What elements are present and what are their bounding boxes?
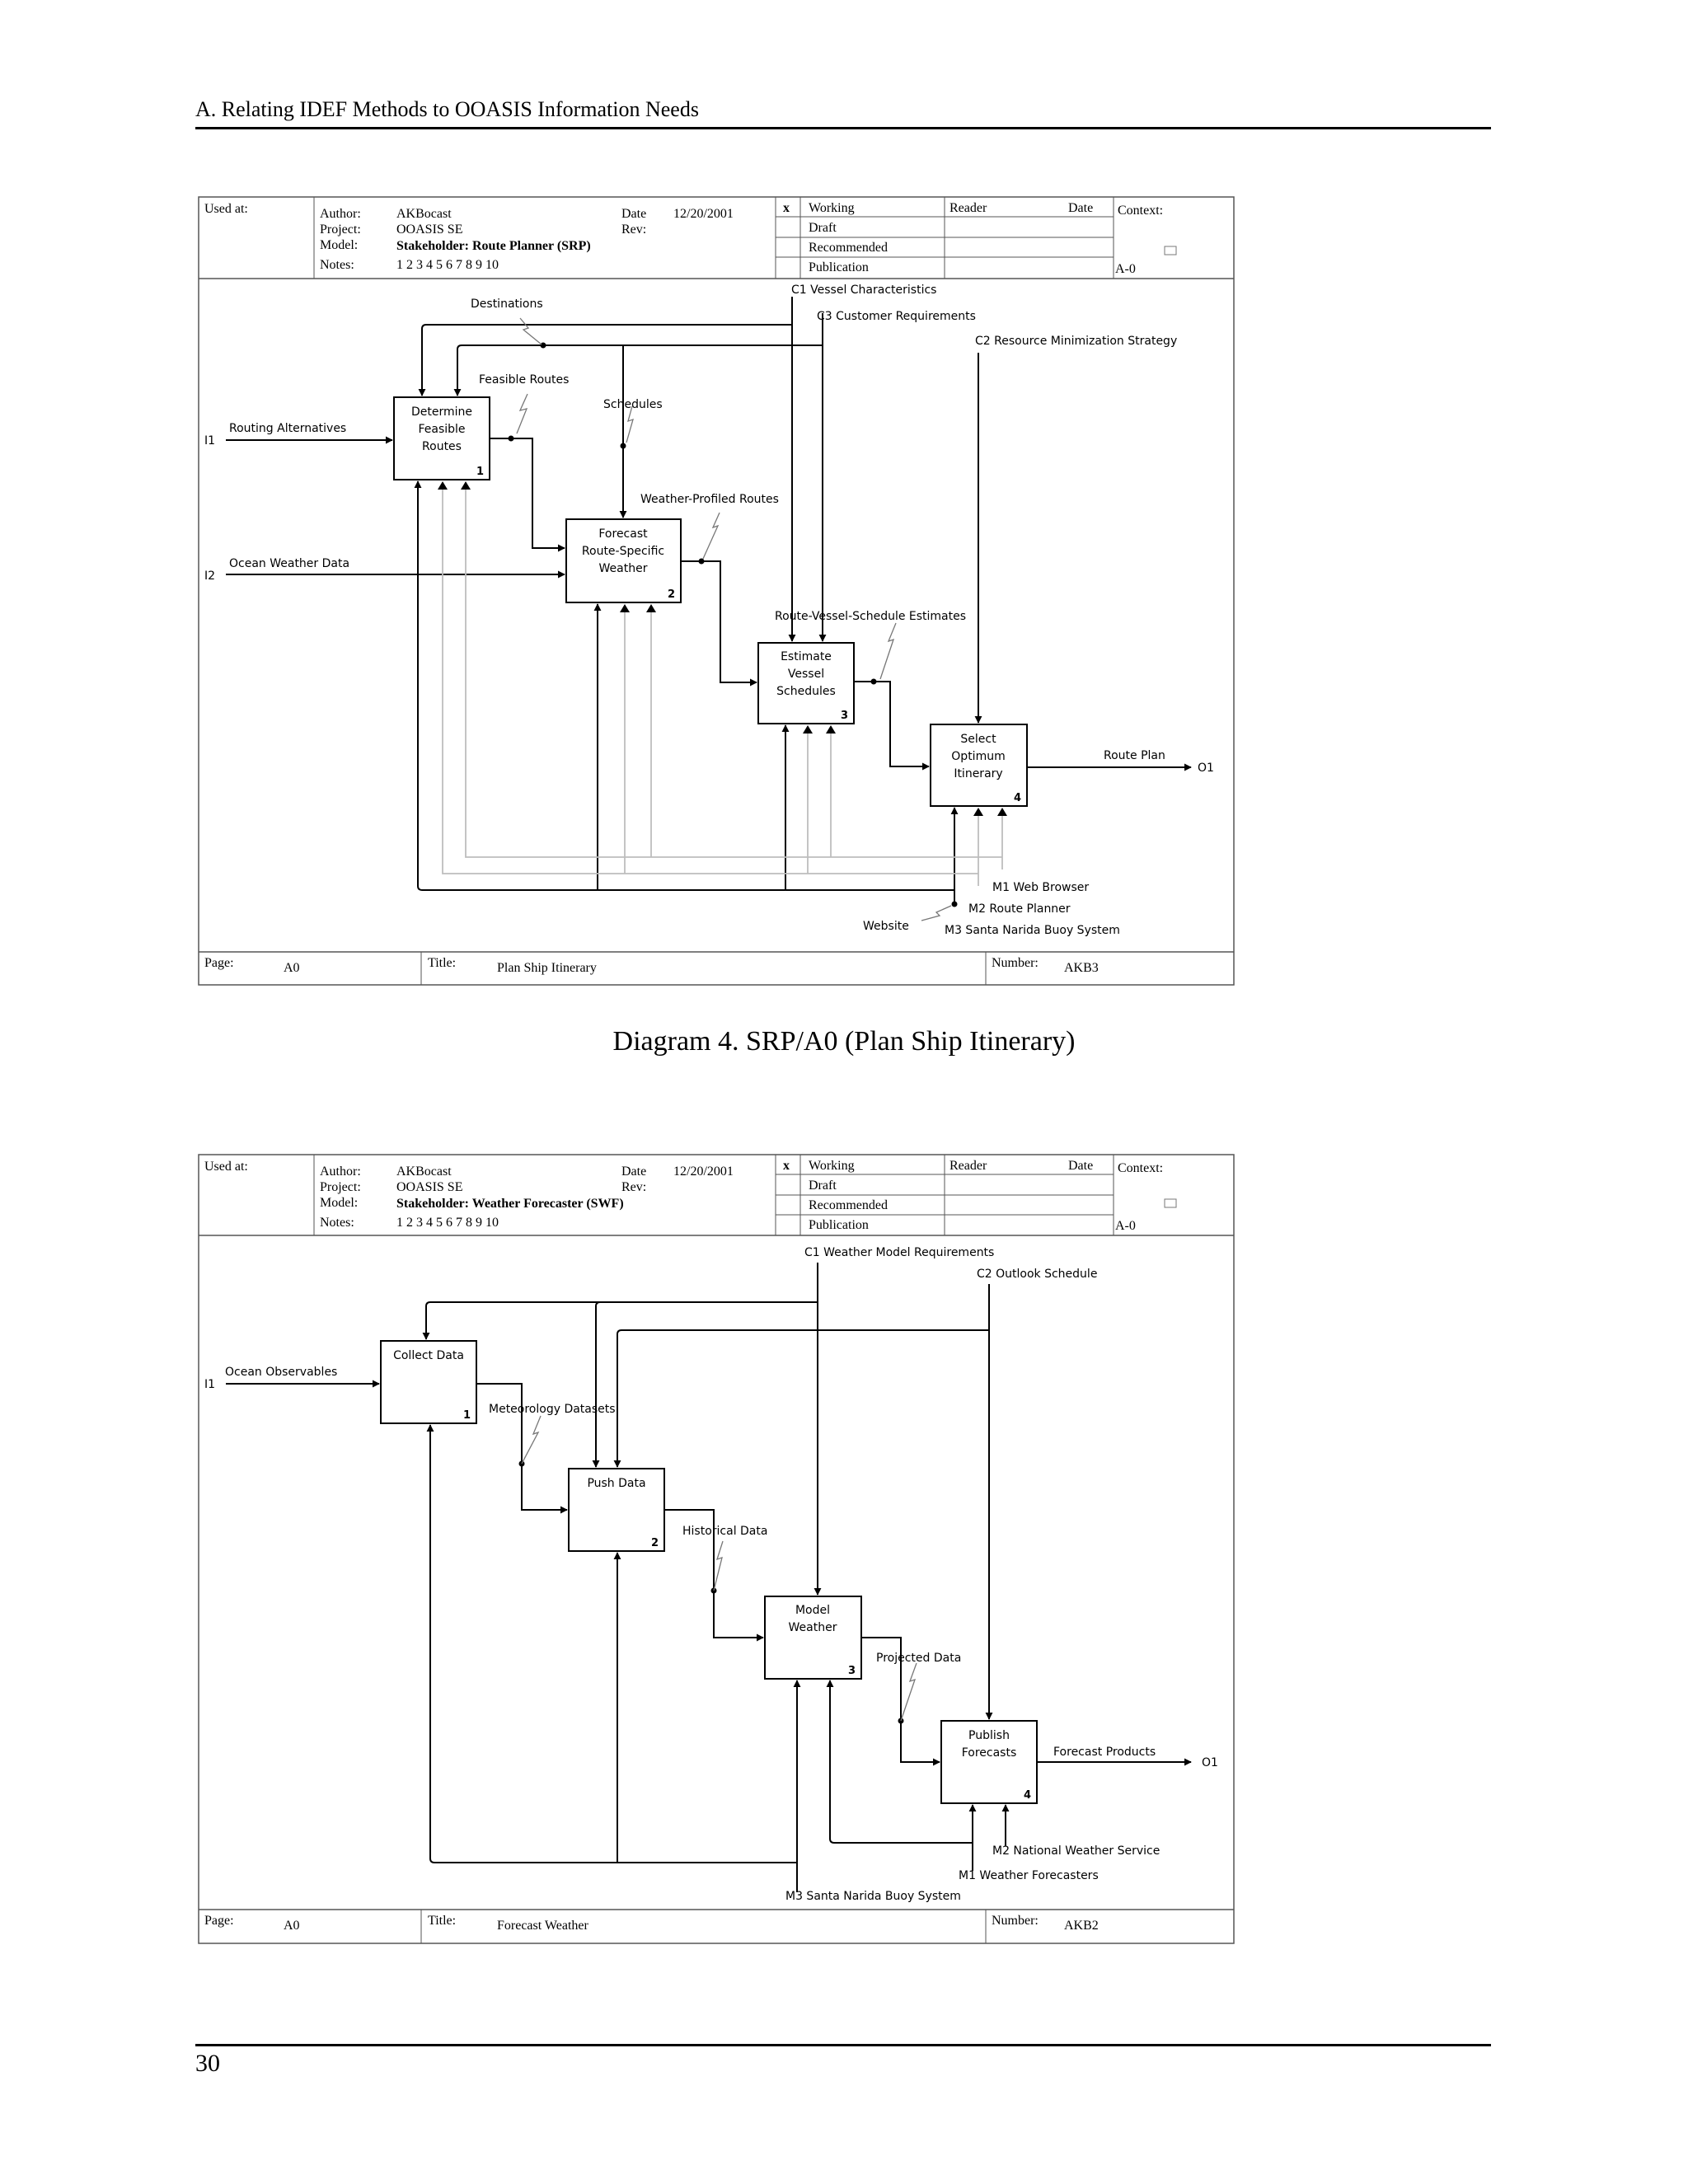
box-3-number: 3	[840, 710, 848, 722]
d2-m3-label: M3 Santa Narida Buoy System	[785, 1890, 961, 1903]
box-4-number: 4	[1013, 792, 1021, 804]
d2-box-2-number: 2	[650, 1537, 659, 1549]
activity-box-d2-1	[381, 1341, 476, 1423]
d2-c2-label: C2 Outlook Schedule	[977, 1268, 1098, 1281]
reader-date-label: Date	[1068, 201, 1094, 215]
date-label-2: Date	[621, 1165, 647, 1179]
output-label: Route Plan	[1104, 749, 1165, 762]
number-value-2: AKB2	[1064, 1919, 1099, 1933]
notes-label-2: Notes:	[320, 1216, 354, 1230]
number-value: AKB3	[1064, 961, 1099, 975]
box-2-line-2: Route-Specific	[581, 545, 665, 558]
box-2-number: 2	[667, 588, 675, 601]
d2-box-3-number: 3	[847, 1665, 856, 1677]
d2-box-3-line-1: Model	[795, 1604, 831, 1617]
status-publication-2: Publication	[809, 1218, 869, 1232]
c2-label: C2 Resource Minimization Strategy	[975, 335, 1178, 348]
title-label-2: Title:	[428, 1914, 457, 1928]
d2-box-1-line-1: Collect Data	[393, 1349, 464, 1362]
model-value: Stakeholder: Route Planner (SRP)	[396, 239, 591, 253]
diagram-caption: Diagram 4. SRP/A0 (Plan Ship Itinerary)	[612, 1026, 1076, 1057]
meteorology-label: Meteorology Datasets	[489, 1403, 616, 1416]
d2-m2-label: M2 National Weather Service	[992, 1844, 1160, 1858]
c3-label: C3 Customer Requirements	[817, 310, 976, 323]
website-label: Website	[863, 920, 909, 933]
weather-profiled-label: Weather-Profiled Routes	[640, 493, 779, 506]
box-2-line-1: Forecast	[598, 527, 648, 541]
diagram2	[199, 1155, 1234, 1943]
model-value-2: Stakeholder: Weather Forecaster (SWF)	[396, 1197, 624, 1211]
date-value: 12/20/2001	[673, 207, 734, 221]
rev-label: Rev:	[621, 223, 647, 237]
a0-label: A-0	[1115, 262, 1136, 276]
diagram1-frame	[199, 197, 1234, 985]
box-2-line-3: Weather	[598, 562, 648, 575]
d2-i1-label: Ocean Observables	[225, 1366, 338, 1379]
number-label: Number:	[992, 956, 1039, 970]
i2-code: I2	[204, 569, 216, 583]
status-publication: Publication	[809, 260, 869, 274]
activity-box-d2-3	[765, 1596, 861, 1679]
box-3-line-2: Vessel	[787, 668, 825, 681]
title-value-2: Forecast Weather	[497, 1919, 588, 1933]
c1-label: C1 Vessel Characteristics	[791, 284, 937, 297]
box-3-line-3: Schedules	[776, 685, 836, 698]
historical-label: Historical Data	[682, 1525, 768, 1538]
d2-m1-label: M1 Weather Forecasters	[959, 1869, 1099, 1882]
page-header: A. Relating IDEF Methods to OOASIS Information Needs	[195, 97, 699, 121]
footer-rule	[195, 2044, 1491, 2046]
d2-c1-label: C1 Weather Model Requirements	[804, 1246, 995, 1259]
reader-label: Reader	[950, 201, 987, 215]
m3-label: M3 Santa Narida Buoy System	[945, 924, 1120, 937]
diagram2-arrows	[226, 1263, 1191, 1892]
title-value: Plan Ship Itinerary	[497, 961, 597, 975]
status-recommended-2: Recommended	[809, 1198, 888, 1212]
status-working: Working	[809, 201, 855, 215]
box-4-line-1: Select	[960, 733, 996, 746]
notes-value: 1 2 3 4 5 6 7 8 9 10	[396, 258, 499, 272]
used-at-label-2: Used at:	[204, 1160, 248, 1174]
title-label: Title:	[428, 956, 457, 970]
box-4-line-2: Optimum	[951, 750, 1006, 763]
date-value-2: 12/20/2001	[673, 1165, 734, 1179]
page-value: A0	[284, 961, 300, 975]
box-1-line-2: Feasible	[418, 423, 466, 436]
date-label: Date	[621, 207, 647, 221]
d2-box-1-number: 1	[462, 1409, 471, 1422]
notes-value-2: 1 2 3 4 5 6 7 8 9 10	[396, 1216, 499, 1230]
box-1-line-1: Determine	[410, 405, 473, 419]
d2-output-label: Forecast Products	[1053, 1746, 1156, 1759]
author-label: Author:	[320, 207, 361, 221]
i1-label: Routing Alternatives	[229, 422, 347, 435]
number-label-2: Number:	[992, 1914, 1039, 1928]
notes-label: Notes:	[320, 258, 354, 272]
diagram1-arrows	[226, 297, 1191, 902]
context-label-2: Context:	[1118, 1161, 1164, 1175]
status-recommended: Recommended	[809, 241, 888, 255]
project-label: Project:	[320, 223, 361, 237]
model-label-2: Model:	[320, 1196, 359, 1210]
output-code: O1	[1198, 762, 1214, 775]
schedules-label: Schedules	[603, 398, 663, 411]
author-value-2: AKBocast	[396, 1165, 452, 1179]
box-3-line-1: Estimate	[781, 650, 832, 663]
author-label-2: Author:	[320, 1165, 361, 1179]
projected-label: Projected Data	[876, 1652, 962, 1665]
box-1-line-3: Routes	[422, 440, 462, 453]
i2-label: Ocean Weather Data	[229, 557, 350, 570]
activity-box-3	[758, 643, 854, 724]
page-label: Page:	[204, 956, 234, 970]
context-label: Context:	[1118, 204, 1164, 218]
activity-box-d2-2	[569, 1469, 664, 1551]
d2-box-3-line-2: Weather	[788, 1621, 837, 1634]
destinations-label: Destinations	[471, 298, 543, 311]
d2-box-4-line-1: Publish	[968, 1729, 1010, 1742]
page-label-2: Page:	[204, 1914, 234, 1928]
project-value: OOASIS SE	[396, 223, 463, 237]
box-4-line-3: Itinerary	[954, 767, 1003, 780]
d2-box-4-line-2: Forecasts	[961, 1746, 1017, 1760]
x-mark-2: x	[783, 1159, 790, 1173]
x-mark: x	[783, 201, 790, 215]
m2-label: M2 Route Planner	[968, 902, 1071, 916]
d2-output-code: O1	[1202, 1756, 1218, 1769]
page-number: 30	[195, 2050, 220, 2077]
activity-box-d2-4	[941, 1721, 1037, 1803]
diagram1	[199, 197, 1234, 985]
activity-box-2	[566, 519, 681, 602]
author-value: AKBocast	[396, 207, 452, 221]
status-draft: Draft	[809, 221, 837, 235]
d2-box-4-number: 4	[1023, 1789, 1031, 1802]
d2-i1-code: I1	[204, 1378, 216, 1391]
page-value-2: A0	[284, 1919, 300, 1933]
i1-code: I1	[204, 434, 216, 448]
project-value-2: OOASIS SE	[396, 1180, 463, 1194]
activity-box-4	[931, 724, 1027, 806]
status-working-2: Working	[809, 1159, 855, 1173]
m1-label: M1 Web Browser	[992, 881, 1090, 894]
used-at-label: Used at:	[204, 202, 248, 216]
rev-label-2: Rev:	[621, 1180, 647, 1194]
feasible-routes-label: Feasible Routes	[479, 373, 570, 387]
activity-box-1	[394, 397, 490, 480]
a0-label-2: A-0	[1115, 1219, 1136, 1233]
status-draft-2: Draft	[809, 1179, 837, 1193]
project-label-2: Project:	[320, 1180, 361, 1194]
rvs-estimates-label: Route-Vessel-Schedule Estimates	[775, 610, 967, 623]
d2-box-2-line-1: Push Data	[587, 1477, 646, 1490]
box-1-number: 1	[476, 466, 484, 478]
model-label: Model:	[320, 238, 359, 252]
reader-label-2: Reader	[950, 1159, 987, 1173]
reader-date-label-2: Date	[1068, 1159, 1094, 1173]
